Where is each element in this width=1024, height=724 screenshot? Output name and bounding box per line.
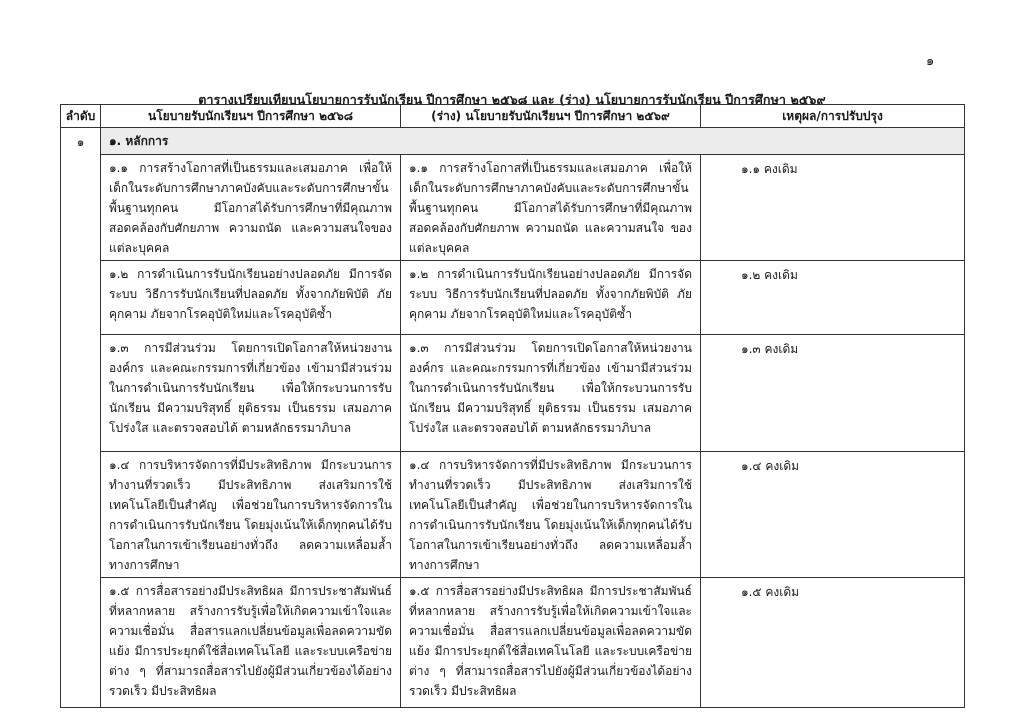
policy-2569-cell [401, 335, 701, 452]
table-row [61, 578, 965, 708]
policy-2568-cell [101, 261, 401, 335]
comparison-table [60, 104, 965, 708]
policy-text: ๑.๓ การมีส่วนร่วม โดยการเปิดโอกาสให้หน่วยงาน องค์กร และคณะกรรมการที่เกี่ยวข้อง เข้ามามีส่วนร่วมในการดำเนินการรับนักเรียน เพื่อให้กระบวนการรับนักเรียน มีความบริสุทธิ์ ยุติธรรม เป็นธรรม เสมอภาค โปร่งใส และตรวจสอบได้ ตามหลักธรรมาภิบาล [409, 341, 692, 435]
page-title: ตารางเปรียบเทียบนโยบายการรับนักเรียน ปีการศึกษา ๒๕๖๘ และ (ร่าง) นโยบายการรับนักเรียน ปีการศึกษา ๒๕๖๙ [198, 92, 826, 107]
reason-cell: ๑.๒ คงเดิม [701, 261, 965, 335]
policy-text: ๑.๔ การบริหารจัดการที่มีประสิทธิภาพ มีกระบวนการทำงานที่รวดเร็ว มีประสิทธิภาพ ส่งเสริมการใช้เทคโนโลยีเป็นสำคัญ เพื่อช่วยในการบริหารจัดการในการดำเนินการรับนักเรียน โดยมุ่งเน้นให้เด็กทุกคนได้รับโอกาสในการเข้าเรียนอย่างทั่วถึง ลดความเหลื่อมล้ำทางการศึกษา [409, 458, 692, 572]
policy-text: ๑.๒ การดำเนินการรับนักเรียนอย่างปลอดภัย มีการจัดระบบ วิธีการรับนักเรียนที่ปลอดภัย ทั้งจากภัยพิบัติ ภัยคุกคาม ภัยจากโรคอุบัติใหม่และโรคอุบัติซ้ำ [409, 267, 692, 321]
section-number: ๑ [61, 128, 101, 708]
table-header-row [61, 105, 965, 128]
policy-text: ๑.๒ การดำเนินการรับนักเรียนอย่างปลอดภัย มีการจัดระบบ วิธีการรับนักเรียนที่ปลอดภัย ทั้งจากภัยพิบัติ ภัยคุกคาม ภัยจากโรคอุบัติใหม่และโรคอุบัติซ้ำ [109, 267, 392, 321]
header-reason: เหตุผล/การปรับปรุง [701, 105, 965, 128]
policy-2569-cell [401, 452, 701, 578]
policy-text: ๑.๓ การมีส่วนร่วม โดยการเปิดโอกาสให้หน่วยงาน องค์กร และคณะกรรมการที่เกี่ยวข้อง เข้ามามีส่วนร่วมในการดำเนินการรับนักเรียน เพื่อให้กระบวนการรับนักเรียน มีความบริสุทธิ์ ยุติธรรม เป็นธรรม เสมอภาค โปร่งใส และตรวจสอบได้ ตามหลักธรรมาภิบาล [109, 341, 392, 435]
table-row [61, 335, 965, 452]
policy-2569-cell [401, 261, 701, 335]
header-order: ลำดับ [61, 105, 101, 128]
section-title: ๑. หลักการ [101, 128, 965, 155]
policy-text: ๑.๕ การสื่อสารอย่างมีประสิทธิผล มีการประชาสัมพันธ์ที่หลากหลาย สร้างการรับรู้เพื่อให้เกิดความเข้าใจและความเชื่อมั่น สื่อสารแลกเปลี่ยนข้อมูลเพื่อลดความขัดแย้ง มีการประยุกต์ใช้สื่อเทคโนโลยี และระบบเครือข่ายต่าง ๆ ที่สามารถสื่อสารไปยังผู้มีส่วนเกี่ยวข้องได้อย่างรวดเร็ว มีประสิทธิผล [409, 584, 692, 698]
reason-cell: ๑.๑ คงเดิม [701, 155, 965, 261]
policy-text: ๑.๔ การบริหารจัดการที่มีประสิทธิภาพ มีกระบวนการทำงานที่รวดเร็ว มีประสิทธิภาพ ส่งเสริมการใช้เทคโนโลยีเป็นสำคัญ เพื่อช่วยในการบริหารจัดการในการดำเนินการรับนักเรียน โดยมุ่งเน้นให้เด็กทุกคนได้รับโอกาสในการเข้าเรียนอย่างทั่วถึง ลดความเหลื่อมล้ำทางการศึกษา [109, 458, 392, 572]
table-row [61, 261, 965, 335]
policy-2568-cell [101, 452, 401, 578]
policy-text: ๑.๕ การสื่อสารอย่างมีประสิทธิผล มีการประชาสัมพันธ์ที่หลากหลาย สร้างการรับรู้เพื่อให้เกิดความเข้าใจและความเชื่อมั่น สื่อสารแลกเปลี่ยนข้อมูลเพื่อลดความขัดแย้ง มีการประยุกต์ใช้สื่อเทคโนโลยี และระบบเครือข่ายต่าง ๆ ที่สามารถสื่อสารไปยังผู้มีส่วนเกี่ยวข้องได้อย่างรวดเร็ว มีประสิทธิผล [109, 584, 392, 698]
policy-2569-cell [401, 578, 701, 708]
policy-text: ๑.๑ การสร้างโอกาสที่เป็นธรรมและเสมอภาค เพื่อให้เด็กในระดับการศึกษาภาคบังคับและระดับการศึกษาขั้นพื้นฐานทุกคน มีโอกาสได้รับการศึกษาที่มีคุณภาพ สอดคล้องกับศักยภาพ ความถนัด และความสนใจของแต่ละบุคคล [109, 161, 392, 255]
reason-cell: ๑.๓ คงเดิม [701, 335, 965, 452]
policy-2568-cell [101, 578, 401, 708]
section-row [61, 128, 965, 155]
reason-cell: ๑.๔ คงเดิม [701, 452, 965, 578]
policy-text: ๑.๑ การสร้างโอกาสที่เป็นธรรมและเสมอภาค เพื่อให้เด็กในระดับการศึกษาภาคบังคับและระดับการศึกษาขั้นพื้นฐานทุกคน มีโอกาสได้รับการศึกษาที่มีคุณภาพ สอดคล้องกับศักยภาพ ความถนัด และความสนใจ ของแต่ละบุคคล [409, 161, 692, 255]
policy-2568-cell [101, 335, 401, 452]
reason-cell: ๑.๕ คงเดิม [701, 578, 965, 708]
page-number: ๑ [926, 54, 935, 69]
header-policy-2568: นโยบายรับนักเรียนฯ ปีการศึกษา ๒๕๖๘ [101, 105, 401, 128]
table-row [61, 155, 965, 261]
header-policy-2569: (ร่าง) นโยบายรับนักเรียนฯ ปีการศึกษา ๒๕๖๙ [401, 105, 701, 128]
policy-2569-cell [401, 155, 701, 261]
policy-2568-cell [101, 155, 401, 261]
table-row [61, 452, 965, 578]
